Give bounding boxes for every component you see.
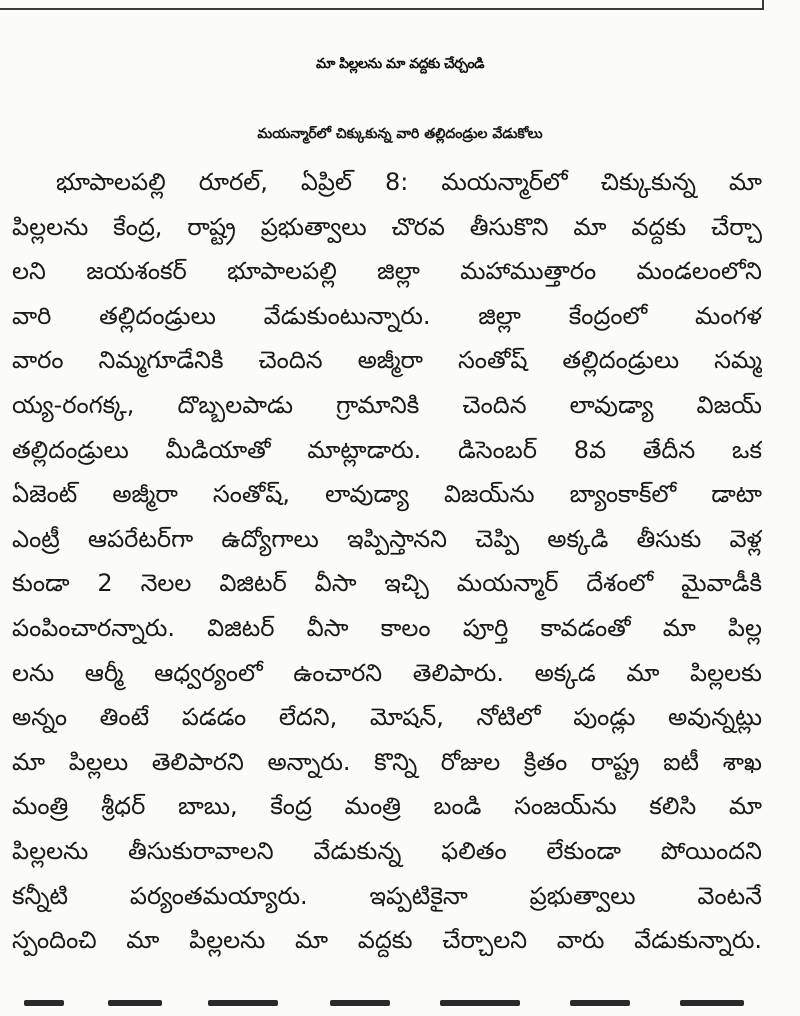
article-line: వారి తల్లిదండ్రులు వేడుకుంటున్నారు. జిల్లా కేంద్రంలో మంగళ xyxy=(12,301,762,330)
article-line: కన్నీటి పర్యంతమయ్యారు. ఇప్పటికైనా ప్రభుత్వాలు వెంటనే xyxy=(12,881,762,910)
article-line: ఎంట్రీ ఆపరేటర్‌గా ఉద్యోగాలు ఇప్పిస్తానని చెప్పి అక్కడి తీసుకు వెళ్ల xyxy=(12,524,762,553)
cropped-glyph-fragment xyxy=(108,1000,162,1006)
article-headline: మా పిల్లలను మా వద్దకు చేర్చండి xyxy=(315,56,484,72)
article-line: వారం నిమ్మగూడేనికి చెందిన అజ్మీరా సంతోష్‌ తల్లిదండ్రులు సమ్మ xyxy=(12,346,762,375)
article-line: లని జయశంకర్‌ భూపాలపల్లి జిల్లా మహాముత్తారం మండలంలోని xyxy=(12,257,762,286)
cropped-glyph-fragment xyxy=(330,1000,390,1006)
article-line: లను ఆర్మీ ఆధ్వర్యంలో ఉంచారని తెలిపారు. అక్కడ మా పిల్లలకు xyxy=(12,658,762,687)
cropped-glyph-fragment xyxy=(208,1000,278,1006)
article-line: భూపాలపల్లి రూరల్‌, ఏప్రిల్‌ 8: మయన్మార్‌లో చిక్కుకున్న మా xyxy=(56,168,762,196)
article-line: స్పందించి మా పిల్లలను మా వద్దకు చేర్చాలని వారు వేడుకున్నారు. xyxy=(12,926,762,955)
article-line: తల్లిదండ్రులు మీడియాతో మాట్లాడారు. డిసెంబర్‌ 8వ తేదీన ఒక xyxy=(12,435,762,464)
article-line: అన్నం తింటే పడడం లేదని, మోషన్‌, నోటిలో పుండ్లు అవున్నట్లు xyxy=(12,703,762,732)
top-border-rule xyxy=(0,8,762,10)
article-line: పిల్లలను తీసుకురావాలని వేడుకున్న ఫలితం లేకుండా పోయిందని xyxy=(12,836,762,865)
article-subheadline: మయన్మార్‌లో చిక్కుకున్న వారి తల్లిదండ్రుల వేడుకోలు xyxy=(257,126,543,142)
cropped-next-line xyxy=(0,1000,800,1016)
article-body xyxy=(12,160,762,963)
cropped-glyph-fragment xyxy=(570,1000,630,1006)
article-line: పిల్లలను కేంద్ర, రాష్ట్ర ప్రభుత్వాలు చొరవ తీసుకొని మా వద్దకు చేర్చా xyxy=(12,212,762,241)
article-line: య్య-రంగక్క, దొబ్బలపాడు గ్రామానికి చెందిన లావుడ్యా విజయ్‌ xyxy=(12,390,762,419)
article-line: ఏజెంట్‌ అజ్మీరా సంతోష్‌, లావుడ్యా విజయ్‌ను బ్యాంకాక్‌లో డాటా xyxy=(12,480,762,509)
article-line: కుండా 2 నెలల విజిటర్‌ వీసా ఇచ్చి మయన్మార్‌ దేశంలో మైవాడీకి xyxy=(12,569,762,598)
article-line: మా పిల్లలు తెలిపారని అన్నారు. కొన్ని రోజుల క్రితం రాష్ట్ర ఐటీ శాఖ xyxy=(12,747,762,776)
article-line: మంత్రి శ్రీధర్‌ బాబు, కేంద్ర మంత్రి బండి సంజయ్‌ను కలిసి మా xyxy=(12,792,762,821)
cropped-glyph-fragment xyxy=(24,1000,64,1006)
cropped-glyph-fragment xyxy=(440,1000,520,1006)
cropped-glyph-fragment xyxy=(680,1000,744,1006)
column-divider-rule xyxy=(762,0,764,10)
article-line: పంపించారన్నారు. విజిటర్‌ వీసా కాలం పూర్తి కావడంతో మా పిల్ల xyxy=(12,613,762,642)
